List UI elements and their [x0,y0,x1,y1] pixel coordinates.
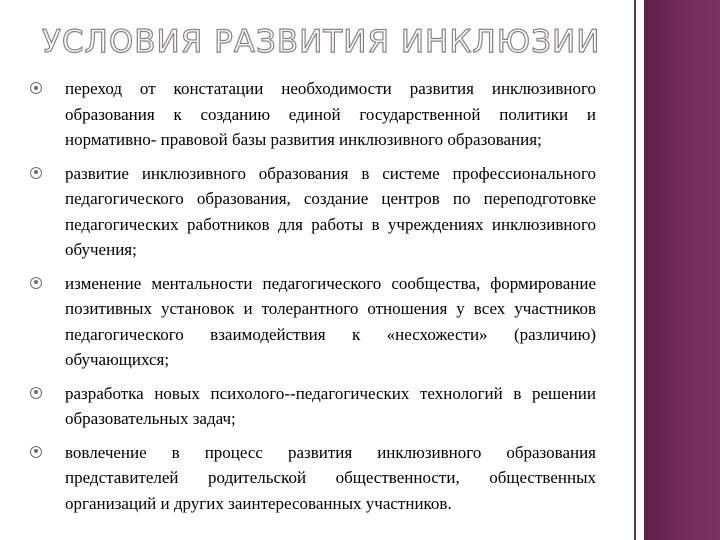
decorative-side-band [644,0,720,540]
bullet-text: вовлечение в процесс развития инклюзивного образования представителей родительской общественности, общественных организаций и других заинтересованных участников. [65,442,596,513]
bullet-text: переход от констатации необходимости развития инклюзивного образования к созданию единой государственной политики и нормативно- правовой базы развития инклюзивного образования; [65,79,596,149]
circled-dot-icon [30,277,42,289]
bullet-text: развитие инклюзивного образования в системе профессионального педагогического образования, создание центров по переподготовке педагогических работников для работы в учреждениях инклюзивного обучения; [65,163,596,259]
decorative-divider [634,0,636,540]
bullet-text: изменение ментальности педагогического сообщества, формирование позитивных установок и толерантного отношения у всех участников педагогического взаимодействия к «несхожести» (различию) обучающихся; [65,273,596,369]
bullet-text: разработка новых психолого--педагогических технологий в решении образовательных задач; [65,383,596,428]
slide-title: УСЛОВИЯ РАЗВИТИЯ ИНКЛЮЗИИ [42,24,601,60]
bullet-item [30,161,596,263]
bullet-list [30,76,596,524]
bullet-item [30,271,596,373]
bullet-item [30,381,596,432]
circled-dot-icon [30,167,42,179]
circled-dot-icon [30,446,42,458]
bullet-item [30,440,596,517]
circled-dot-icon [30,387,42,399]
circled-dot-icon [30,82,42,94]
bullet-item [30,76,596,153]
